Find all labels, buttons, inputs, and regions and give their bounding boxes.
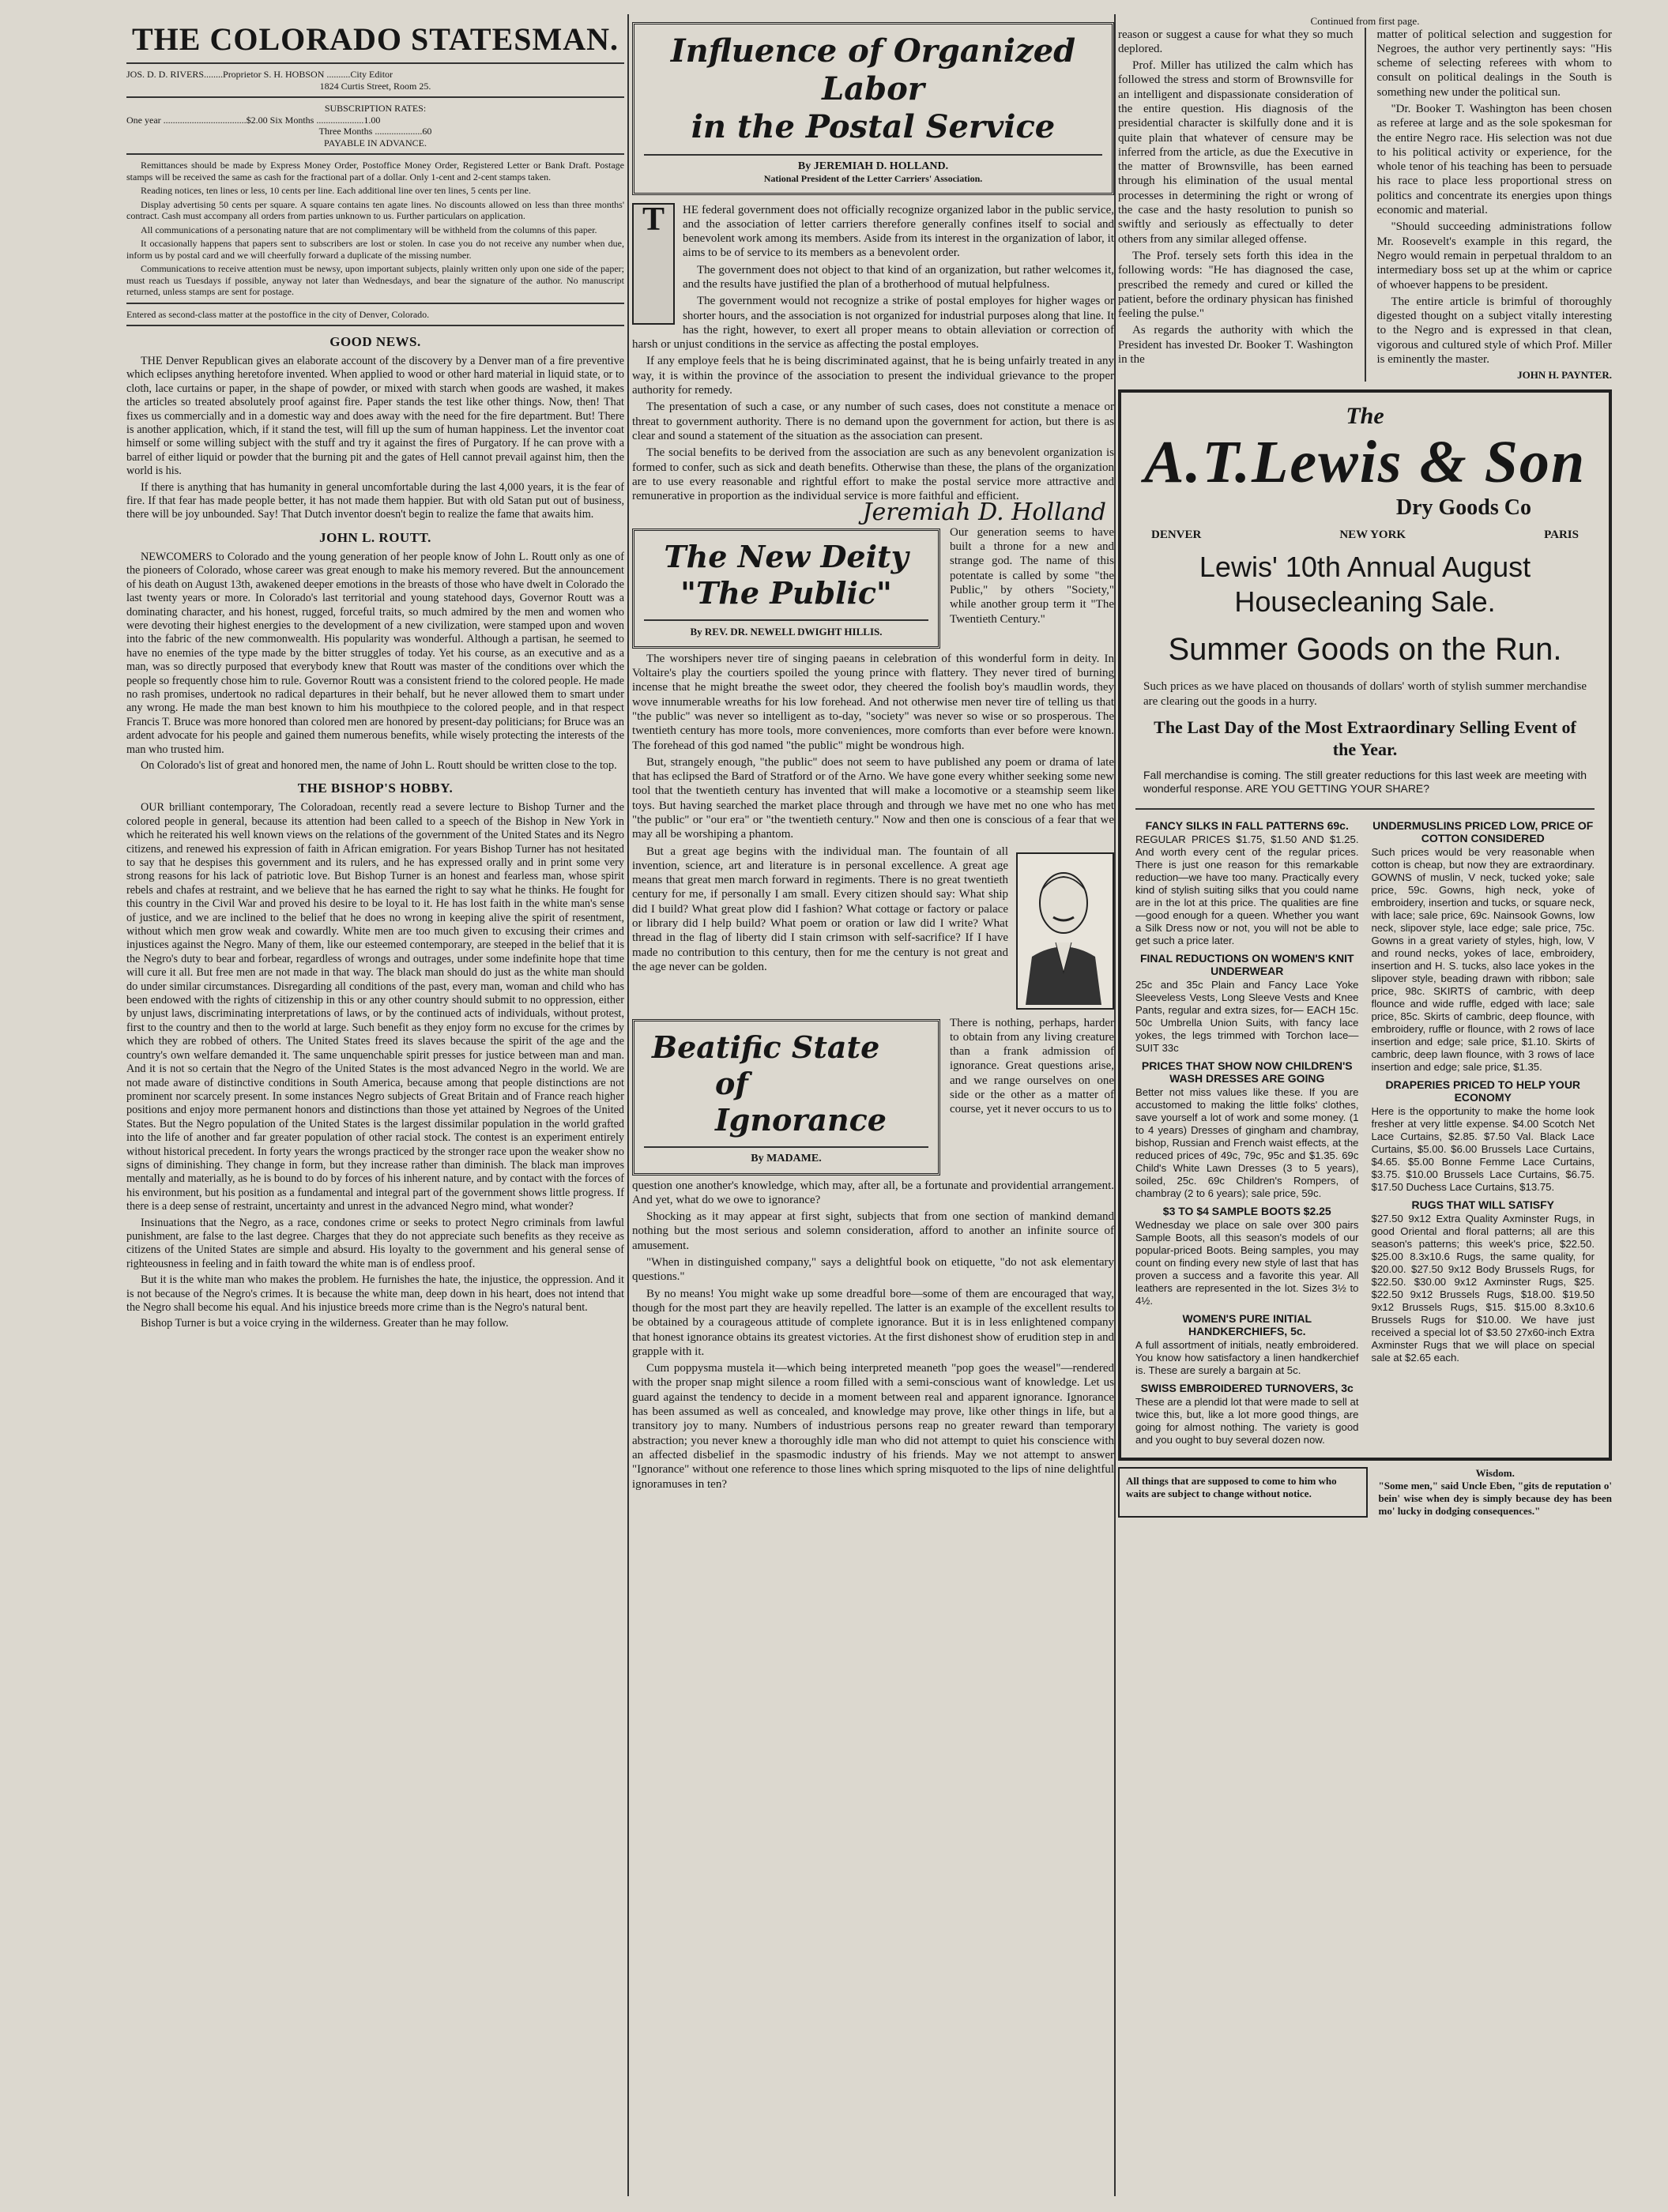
notice-box: All things that are supposed to come to him who waits are subject to change without notice. [1118,1467,1368,1518]
ad-section-text: Such prices would be very reasonable when cotton is cheap, but now they are extraordinary. GOWNS of muslin, V neck, tucked yoke; sale price, 59c. Gowns, high neck, yoke of embroidery, insertion and tucks, or square neck, with lace; sale price, 69c. Nainsook Gowns, low neck, slipover style, lace edge; sale price, 75c. Gowns in a great variety of styles, high, low, V and round necks, yokes of lace, embroidery, insertion and H. S. tucks, also lace yokes in the slipover style, beading drawn with ribbon; sale price, 98c. SKIRTS of cambric, with deep flounce and wide ruffle, edged with lace; sale price, 85c. Skirts of cambric, deep flounce, with embroidery, ruffle or flounce, with 2 rows of lace insertion and edge; sale price, $1.10. Skirts of cambric, deep lawn flounce, with 3 rows of lace insertion and edge; sale price, $1.35. [1371,845,1595,1073]
article-paragraph: Shocking as it may appear at first sight, subjects that from one section of mankind demand nothing but the most serious and solemn consideration, afford to another an infinite source of amusement. [632,1210,1114,1252]
deity-header [632,525,1114,652]
article-paragraph: question one another's knowledge, which may, after all, be a fortunate and providential arrangement. And yet, what do we owe to ignorance? [632,1179,1114,1206]
ad-city: NEW YORK [1339,529,1406,542]
rate-three: Three Months ....................60 [318,126,432,137]
article-paragraph: The Prof. tersely sets forth this idea in the following words: "He has diagnosed the case, prescribed the remedy and cured or killed the patient, before the ordinary physican has finished feeling the pulse." [1118,249,1354,321]
portrait-icon [1018,854,1109,1005]
column-rule [627,14,629,2196]
deity-portrait-row [632,845,1114,1010]
ignorance-byline: By MADAME. [751,1152,822,1164]
column-rule [1365,28,1366,382]
article-paragraph: By no means! You might wake up some dreadful bore—some of them are encouraged that way, though for the most part they are heavily repelled. The latter is an example of the excellent results to be obtained by a courageous attitude of complete ignorance. But it is in less enlightened company that honest ignorance obtains its greatest victories. At the first dishonest show of erudition step in and grapple with it. [632,1287,1114,1358]
good-news-heading: GOOD NEWS. [329,334,421,349]
ignorance-header [632,1016,1114,1179]
notice-paragraph: Reading notices, ten lines or less, 10 cents per line. Each additional line over ten lines, 5 cents per line. [141,185,531,196]
article-paragraph: The government does not object to that kind of an organization, but rather welcomes it, and the results have justified the plan of a brotherhood of mutual helpfulness. [683,263,1114,291]
bottom-fillers [1118,1467,1612,1518]
ad-listings [1135,814,1595,1446]
ad-section-head: SWISS EMBROIDERED TURNOVERS, 3c [1140,1381,1354,1394]
article-paragraph: HE federal government does not officially recognize organized labor in the public service, and the association of letter carriers therefore generally confines itself to social and benevolent work among its members. Aside from its interest in the organization of labor, it aims to be of service to its members as a benevolent order. [683,203,1114,260]
deity-article [632,652,1114,1010]
article-paragraph: Bishop Turner is but a voice crying in the wilderness. Greater than he may follow. [141,1317,509,1330]
notice-paragraph: It occasionally happens that papers sent to subscribers are lost or stolen. In case you do not receive any number when due, inform us by postal card and we will cheerfully forward a duplicate of the missing number. [126,238,624,261]
wisdom-heading: Wisdom. [1475,1466,1515,1479]
ad-section-text: These are a plendid lot that were made to sell at twice this, but, like a lot more good things, are going for almost nothing. The variety is good and you ought to buy several dozen now. [1135,1395,1359,1446]
ad-section-text: Better not miss values like these. If you are accustomed to making the little folks' clothes, save yourself a lot of work and some money. (1 to 4 years) Dresses of gingham and chambray, bishop, Russian and French waist effects, at the reduced prices of 49c, 79c, 95c and $1.35. 69c Child's White Lawn Dresses (3 to 5 years), soiled, 25c. 69c Children's Rompers, of chambray (2 to 6 years); sale price, 59c. [1135,1085,1359,1199]
divider [126,153,624,155]
article-paragraph: Insinuations that the Negro, as a race, condones crime or seeks to protect Negro criminals from lawful punishment, are false to the last degree. Charges that they do not appreciate such benefits as they receive as citizens of the United States are simple and absurd. His loyalty to the government and his general sense of righteousness in feeling and in faith toward the white man is of endless proof. [126,1216,624,1270]
ad-the: The [1346,403,1384,430]
routt-article [126,551,624,773]
deity-title-box [632,529,940,649]
article-paragraph: "Should succeeding administrations follow Mr. Roosevelt's example in this regard, the Negro would remain in perpetual thraldom to an intermediary boss set up at the whim or caprice of whoever happens to be president. [1376,220,1612,292]
article-paragraph: "When in distinguished company," says a delightful book on etiquette, "do not ask elementary questions." [632,1256,1114,1284]
wisdom-text: "Some men," said Uncle Eben, "gits de reputation o' bein' wise when dey is simply because dey has been mo' lucky in dodging consequences." [1378,1479,1612,1517]
article-paragraph: reason or suggest a cause for what they so much deplored. [1118,28,1354,55]
labor-signature: Jeremiah D. Holland [862,498,1106,527]
ad-city: DENVER [1151,529,1202,542]
payable: PAYABLE IN ADVANCE. [324,137,427,149]
ignorance-title-box [632,1019,940,1176]
ad-headline3: Summer Goods on the Run. [1168,632,1562,668]
article-paragraph: Cum poppysma mustela it—which being interpreted meaneth "pop goes the weasel"—rendered with the proper snap might silence a room filled with a semi-conscious want of knowledge. Let us guard against the tendency to decide in a moment between real and apparent ignorance. Ignorance has been assumed as well as concealed, and knowledge may prove, like other things in life, but a transitory joy to many. Numbers of industrious persons reap no greater reward than temporary abstraction; you never knew a thoroughly idle man who did not attempt to quiet his conscience with an affected disbelief in the spasmodic industry of his friends. May we not attempt to answer "Ignorance" without one reference to those lines which spring misquoted to the lips of nine delightful ignoramuses in ten? [632,1362,1114,1491]
article-paragraph: As regards the authority with which the President has invested Dr. Booker T. Washington in the [1118,324,1354,367]
address: 1824 Curtis Street, Room 25. [319,80,431,92]
divider [126,303,624,304]
deity-byline: By REV. DR. NEWELL DWIGHT HILLIS. [690,625,883,638]
column-rule [1114,14,1116,2196]
good-news-article [126,355,624,522]
deity-title-line1: The New Deity [664,538,909,574]
ad-section-head: DRAPERIES PRICED TO HELP YOUR ECONOMY [1385,1078,1581,1104]
ad-brand-sub: Dry Goods Co [1395,495,1531,521]
article-paragraph: But, strangely enough, "the public" does not seem to have published any poem or drama of late that has eclipsed the Bard of Stratford or of the Arno. We have gone every whither seeking some new tool that the twentieth century has invented that will make a locomotive or a steamship seem like toys. But having searched the market place through and through we have met no one who has met "the public" or "our era" or "the twentieth century." Now and then one is conscious of a fear that we may all be worshiping a phantom. [632,755,1114,841]
article-paragraph: THE Denver Republican gives an elaborate account of the discovery by a Denver man of a fire preventive which eclipses anything heretofore invented. When applied to wood or other hard material in liquid state, or to cloth, lace curtains or paper, in the shape of powder, or mixed with starch when goods are washed, it makes the articles so treated absolutely proof against fire. Paper stands the test like other things. Now, then! That fixes us commercially and in a domestic way and does away with the need for the fire department. But! There is another application, which, if it stand the test, will fill up the sum of human happiness. Let the inventor coat himself or some willing subject with the stuff and try it against the fires of Purgatory. If he can prove with a barrel of either liquid or powder that the burning pit and the gates of Hell cannot prevail against him, then the world is his. [126,355,624,478]
publication-notices [126,160,624,298]
ad-section-text: REGULAR PRICES $1.75, $1.50 AND $1.25. And worth every cent of the regular prices. There is just one reason for this remarkable reduction—we have too many. Practically every kind of stylish suiting silks that you could name are in the lot at this price. The qualities are fine—good enough for a queen. Whether you want a Silk Dress now or not, you will not be able to get such a price later. [1135,833,1359,946]
ad-fall: Fall merchandise is coming. The still greater reductions for this last week are meeting with wonderful response. ARE YOU GETTING YOUR SHARE? [1143,768,1587,795]
article-paragraph: On Colorado's list of great and honored men, the name of John L. Routt should be written close to the top. [141,758,617,772]
lewis-advertisement [1118,389,1612,1461]
column-middle [632,16,1114,2196]
article-paragraph: "Dr. Booker T. Washington has been chosen as referee at large and as the sole spokesman for the entire Negro race. His selection was not due to his political activity or experience, for the whole tenor of his teaching has been to persuade his race to place less proportional stress on politics and concentrate its energies upon things economic and material. [1376,102,1612,217]
staff-line: JOS. D. D. RIVERS........Proprietor S. H. HOBSON ..........City Editor [126,69,393,80]
divider [126,62,624,64]
article-paragraph: The government would not recognize a strike of postal employes for higher wages or shorter hours, and the association is not organized for industrial purposes along that line. It has the right, however, to exert all proper means to obtain alleviation or correction of harsh or unjust conditions in the service as affecting the postal employes. [632,295,1114,352]
bishop-heading: THE BISHOP'S HOBBY. [297,781,454,796]
ad-brand: A.T.Lewis & Son [1143,429,1587,496]
ad-section-text: A full assortment of initials, neatly embroidered. You know how satisfactory a linen handkerchief is. These are surely a bargain at 5c. [1135,1338,1359,1376]
article-paragraph: The presentation of such a case, or any number of such cases, does not constitute a menace or threat to government authority. There is no demand upon the government for action, but there is as clear and sound a statement of the situation as the association can present. [632,401,1114,442]
notice-paragraph: All communications of a personating nature that are not complimentary will be withheld from the columns of this paper. [141,224,597,235]
bishop-article [126,801,624,1330]
ad-section-head: PRICES THAT SHOW NOW CHILDREN'S WASH DRESSES ARE GOING [1141,1059,1353,1085]
ad-left-col [1135,814,1359,1446]
ad-cities [1151,529,1579,542]
payne-left-col [1118,28,1354,382]
column-left [126,16,624,2196]
ad-city: PARIS [1544,529,1579,542]
article-paragraph: matter of political selection and suggestion for Negroes, the author very pertinently says: "His scheme of selecting referees with whom to consult on political dealings in the South is something new under the political sun. [1376,28,1612,99]
labor-title-line1: Influence of Organized Labor [670,32,1076,107]
divider [644,1146,928,1148]
rate-year: One year ...................................$2.00 Six Months ....................1.00 [126,114,381,126]
payne-signature: JOHN H. PAYNTER. [1517,369,1612,382]
labor-article [632,201,1114,527]
masthead-title: THE COLORADO STATESMAN. [131,21,619,57]
ad-headline2: Housecleaning Sale. [1234,585,1496,619]
deity-side-text: Our generation seems to have built a throne for a new and strange god. The name of this potentate is called by some "the Public," by others "Society," while another group term it "The Twentieth Century." [950,525,1114,626]
dropcap-letter: T [642,201,665,238]
ad-right-col [1372,814,1595,1446]
ignorance-title-line1: Beatific State [652,1029,880,1065]
article-paragraph: NEWCOMERS to Colorado and the young generation of her people know of John L. Routt only as one of the pioneers of Colorado, whose career was great enough to make his memory revered. But the announcement of his death on August 13th, awakened deeper emotions in the breasts of those who have dwelt in Colorado the last twenty years or more. In Colorado's last territorial and young statehood days, Governor Routt was a dominating character, and his honest, rugged, forceful traits, so much admired by the men and women who were devoting their highest energies to the development of a new civilization, were stamped upon and woven into the fabric of the new commonwealth. His popularity was wonderful. Although a partisan, he seemed to have no enemies of the type made by the bitter struggles of today. Yet his course, as an executive and as a man, was so directly purposed that everybody knew that Routt was master of the conditions over which the people so frequently chose him to rule. Governor Routt was a consistent friend to the colored people. He made no rash promises, undertook no radical departures in their behalf, but he never allowed them to smart under any wrong. He made the man best known to him his mouthpiece to the colored people, and in that respect Francis T. Bruce was more honored than colored men are honored by present-day politicians; for Bruce was an ardent advocate for his people and gained them numerous benefits, while wisely protecting the interests of the man who trusted him. [126,550,624,756]
dropcap-ornament [632,203,675,325]
ad-section-text: Wednesday we place on sale over 300 pairs Sample Boots, all this season's models of our popular-priced Boots. Being samples, you may count on finding every new style of last that has proven a success and a favorite this year. All leathers are represented in the lot. Sizes 3½ to 4½. [1135,1218,1359,1307]
entered-notice: Entered as second-class matter at the postoffice in the city of Denver, Colorado. [126,308,430,320]
ignorance-side-text: There is nothing, perhaps, harder to obtain from any living creature than a frank admission of ignorance. Great questions arise, and we range ourselves on one side or the other as a matter of course, yet it never occurs to us to [950,1016,1114,1116]
article-paragraph: The entire article is brimful of thoroughly digested thought on a subject vitally interesting to the Negro and is expressed in that clean, vigorous and cultured style of which Prof. Miller is eminently the master. [1376,295,1612,367]
ad-event: The Last Day of the Most Extraordinary Selling Event of the Year. [1154,717,1576,759]
payne-right-col [1377,28,1613,382]
divider [644,619,928,621]
ad-section-text: 25c and 35c Plain and Fancy Lace Yoke Sleeveless Vests, Long Sleeve Vests and Knee Pants, regular and extra sizes, for— EACH 15c. 50c Umbrella Union Suits, with fancy lace yokes, the legs trimmed with Torchon lace— SUIT 33c [1135,978,1359,1054]
subscription-heading: SUBSCRIPTION RATES: [324,103,427,114]
column-right [1118,16,1612,2196]
notice-paragraph: Display advertising 50 cents per square. A square contains ten agate lines. No discounts allowed on less than three months' contract. Cash must accompany all orders from parties unknown to us. Further particulars on application. [126,198,624,221]
article-paragraph: If there is anything that has humanity in general uncomfortable during the last 4,000 years, it is the fear of fire. If that fear has made people better, it has not made them happier. But with old Satan put out of business, there will be joy unbounded. Say! That Dutch inventor doesn't begin to realize the fame that awaits him. [126,480,624,521]
divider [126,325,624,326]
article-paragraph: If any employe feels that he is being discriminated against, that he is being unfairly treated in any way, it is within the province of the association to present the individual grievance to the proper authority for remedy. [632,355,1114,397]
ad-section-head: $3 TO $4 SAMPLE BOOTS $2.25 [1162,1204,1331,1217]
ad-section-text: Here is the opportunity to make the home look fresher at very little expense. $4.00 Scotch Net Lace Curtains, $2.85. $7.50 Val. Black Lace Curtains, $5.00. $6.00 Brussels Lace Curtains, $4.65. $5.00 Bonne Femme Lace Curtains, $3.75. $10.00 Brussels Lace Curtains, $6.75. $17.50 Duchess Lace Curtains, $13.75. [1371,1104,1595,1193]
labor-title-box [632,22,1114,195]
labor-byline-sub: National President of the Letter Carriers' Association. [763,173,983,184]
ad-section-head: WOMEN'S PURE INITIAL HANDKERCHIEFS, 5c. [1182,1311,1312,1337]
divider [644,154,1102,156]
article-paragraph: The worshipers never tire of singing paeans in celebration of this wonderful form in deity. In Voltaire's play the courtiers spoiled the young prince with flattery. They never tired of burning incense that he might breathe the sweet odor, they cheered the foolish boy's maudlin words, they wove innumerable wreaths for his low forehead. And not otherwise men never tire of telling us that "the public" was never so intelligent as to-day, "society" was never so wise or so prosperous. The twentieth century has more tools, more conveniences, more comforts than ever before were known. The forehead of this god named "the public" might be wondrous high. [632,652,1114,752]
labor-title-line2: in the Postal Service [691,108,1056,145]
ad-intro: Such prices as we have placed on thousands of dollars' worth of stylish summer merchandise are clearing out the goods in a hurry. [1143,680,1587,708]
notice-paragraph: Remittances should be made by Express Money Order, Postoffice Money Order, Registered Letter or Bank Draft. Postage stamps will be received the same as cash for the fractional part of a dollar. Only 1-cent and 2-cent stamps taken. [126,160,624,182]
ad-section-head: FANCY SILKS IN FALL PATTERNS 69c. [1145,818,1349,832]
deity-title-line2: "The Public" [680,574,892,611]
divider [126,96,624,98]
ad-section-head: UNDERMUSLINS PRICED LOW, PRICE OF COTTON CONSIDERED [1372,818,1594,845]
ad-headline1: Lewis' 10th Annual August [1199,551,1531,584]
article-paragraph: But it is the white man who makes the problem. He furnishes the hate, the injustice, the oppression. And it is not because of the Negro's crimes. It is because the white man, deep down in his heart, does not intend that the Negro shall become his equal. And his injustice breeds more crime than is the Negro's natural bent. [126,1273,624,1314]
payne-article [1118,28,1612,382]
article-paragraph: OUR brilliant contemporary, The Coloradoan, recently read a severe lecture to Bishop Turner and the colored people in general, because its attention had been called to a speech of the Bishop in New York in which he reiterated his well known views on the relations of the government of the United States and its Negro citizens, and renewed his expression of faith in African emigration. For years Bishop Turner has not hesitated to say that he despises this government and its rulers, and he has expressed orally and in print some very strong reasons for his lack of patriotic love. But Bishop Turner is an honest and fearless man, whose spirit rebels and chafes at restraint, and we believe that he has earned the right to say what he thinks. He fought for this country in the Civil War and proved his desire to be loyal to it. He has lost faith in the white man's sense of justice, and we are inclined to the belief that he does no wrong in keeping alive the spirit of resentment, without which men grow weak and cowardly. White men are too much given to excusing their crimes and injustices against the Negro. Many of them, like our esteemed contemporary, are steeped in the belief that it is the Negro's duty to bear and forbear, regardless of wrongs and outrages, under some indefinite hope that time will cure it all. But free men are not made in that way. The black man should do just as the white man should do under similar circumstances. Disregarding all conditions of the past, every man, woman and child who has been endowed with the rights of citizenship in this or any other country should submit to no oppression, either by unjust laws, discriminating interpretations of laws, or by the continued acts of individuals, without protest, first to the country and then to the world at large. Such benefit as they enjoy form no excuse for the crimes by which they are robbed of others. The United States freed its slaves because the spirit of the age and the country's own welfare demanded it. The same unquenchable spirit presses for justice between man and man. And it is not so certain that the Negro of the United States is the most advanced Negro in the world. We are not made aware of distinctive conditions in South America, because among that people distinctions are not prominent nor scarcely present. In some instances Negro subjects of Great Britain and of France reach higher positions and enjoy more permanent honors and distinctions than those yet attained by Negroes of the United States. But the Negro population of the United States is the largest dissimilar population in the world grafted into the life of another and far greater population of other racial stock. The contest is an experiment entirely without historical precedent. In forty years the wrongs practiced by the stronger race upon the weaker show no signs of diminishing. They change in form, but they increase rather than diminish. The black man improves mentally and materially, as he is bound to do by forces of his inherent nature, and by contact with the forces of his environment, but his position as a fundamental and integral part of the government shows little progress. If there is a deep sense of restraint, uncertainty and unrest in the advanced Negro mind, what wonder? [126,801,624,1213]
ignorance-article [632,1179,1114,1492]
notice-paragraph: Communications to receive attention must be newsy, upon important subjects, plainly written only upon one side of the paper; must reach us Tuesdays if possible, anyway not later than Wednesdays, and bear the signature of the author. No manuscript returned, unless stamps are sent for postage. [126,263,624,297]
article-paragraph: But a great age begins with the individual man. The fountain of all invention, science, art and literature is in personal excellence. A great age means that great men march forward in regiments. There is no great twentieth century for me, if personally I am small. Every citizen should say: What ship did I build? What great plow did I fashion? What cottage or factory or palace or library did I help build? What poem or oration or law did I write? What thread in the flag of liberty did I stain crimson with self-sacrifice? If I have made no contribution to this century, then for me the century is not great and the age never can be golden. [632,845,1008,973]
ad-section-text: $27.50 9x12 Extra Quality Axminster Rugs, in good Oriental and floral patterns; all are this season's patterns; this week's price, $22.50. $25.00 8.3x10.6 Rugs, the same quality, for $20.00. $27.50 9x12 Body Brussels Rugs, for $22.50. $30.00 9x12 Axminster Rugs, $25. $22.50 9x12 Brussels Rugs, $18.00. $19.50 9x12 Brussels Rugs, $15. $15.00 8.3x10.6 Brussels Rugs for $10.00. We have just received a special lot of $3.50 27x60-inch Extra Axminster Rugs that we will place on special sale at $2.65 each. [1371,1212,1595,1364]
ad-section-head: RUGS THAT WILL SATISFY [1411,1198,1554,1211]
routt-heading: JOHN L. ROUTT. [319,529,431,545]
wisdom-box [1379,1467,1613,1518]
labor-byline: By JEREMIAH D. HOLLAND. [797,160,949,172]
divider [1135,808,1595,810]
portrait-illustration [1016,852,1114,1010]
article-paragraph: The social benefits to be derived from the association are such as any benevolent organization is formed to confer, such as sick and death benefits. Otherwise than these, the plans of the organization are to use every reasonable and rightful effort to make the postal service more attractive and remunerative in proportion as the individual service is more faithful and efficient. [632,446,1114,503]
ignorance-title-line2: of Ignorance [715,1065,887,1138]
ad-section-head: FINAL REDUCTIONS ON WOMEN'S KNIT UNDERWEAR [1139,951,1354,977]
article-paragraph: Prof. Miller has utilized the calm which has followed the stress and storm of Brownsville for an intelligent and dispassionate consideration of the entire question. His diagnosis of the presidential character is skilfully done and it is quite plain that whatever of censure may be inferred from the article, as due the Executive in the matter of Brownsville, has been earned through his elimination of the usual mental processes in determining the right or wrong of the case and the hasty resolution to punish so swiftly and seriously as effectually to deter others from any similar alleged offense. [1118,59,1354,246]
continued-note: Continued from first page. [1310,16,1420,27]
